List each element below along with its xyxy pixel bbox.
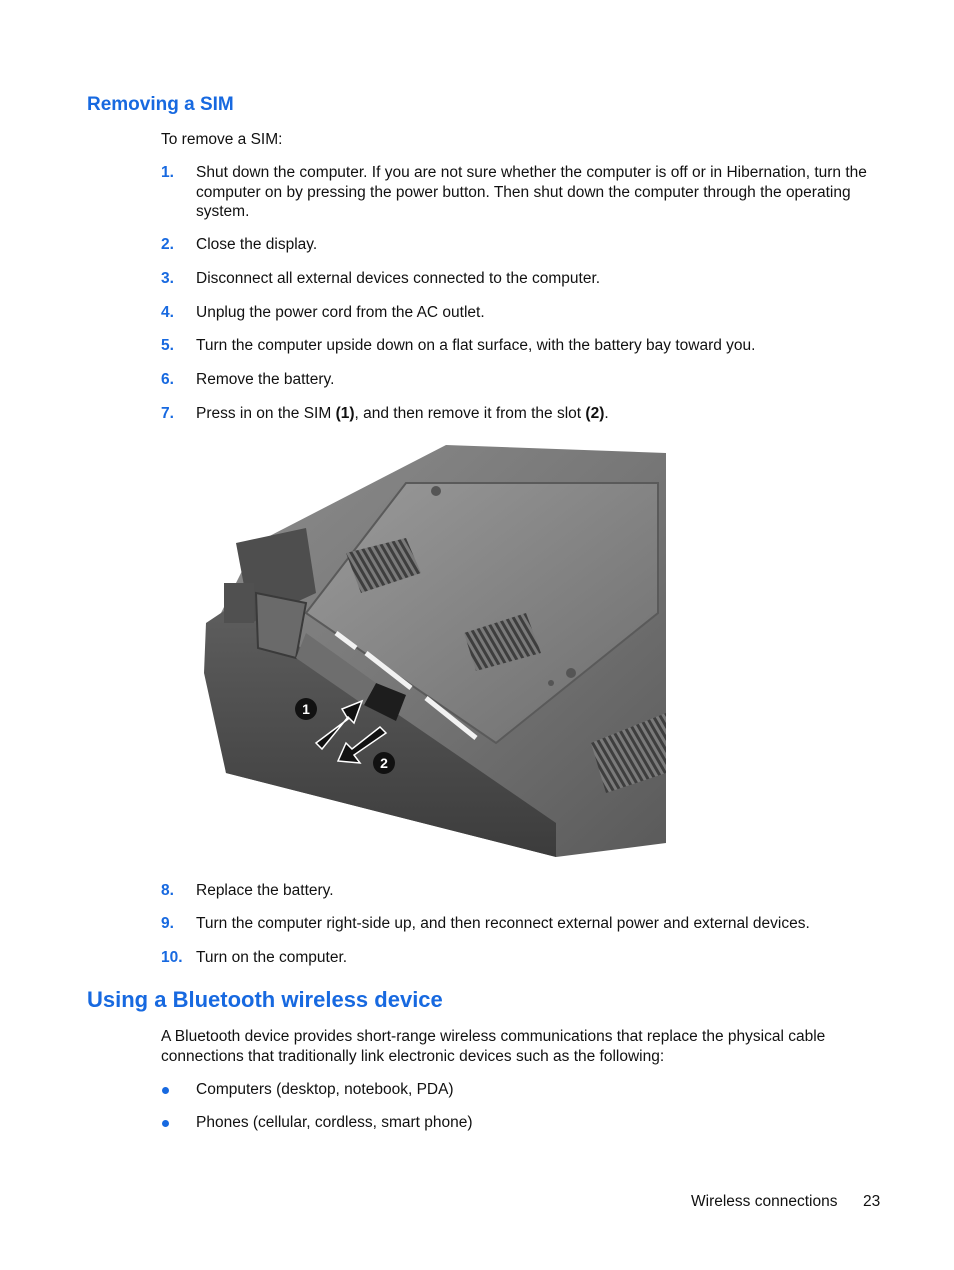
bullet-icon xyxy=(162,1120,169,1127)
step-number: 7. xyxy=(161,405,174,422)
step-number: 10. xyxy=(161,949,183,966)
section-heading-bluetooth: Using a Bluetooth wireless device xyxy=(87,987,443,1012)
callout-1-label: 1 xyxy=(302,701,310,717)
callout-2-label: 2 xyxy=(380,755,388,771)
step-text: Turn the computer right-side up, and then reconnect external power and external devices. xyxy=(196,915,810,932)
step-text: Unplug the power cord from the AC outlet. xyxy=(196,304,485,321)
bluetooth-intro-text: A Bluetooth device provides short-range wireless communications that replace the physical cable connections that traditionally link electronic devices such as the following: xyxy=(161,1028,826,1065)
step-text: Shut down the computer. If you are not sure whether the computer is off or in Hibernation, turn the computer on by pressing the power button. Then shut down the computer through the operating system. xyxy=(196,164,867,220)
footer-label: Wireless connections xyxy=(691,1193,838,1210)
page-number: 23 xyxy=(863,1193,881,1210)
intro-text: To remove a SIM: xyxy=(161,131,283,148)
step-text: Replace the battery. xyxy=(196,882,334,899)
step-text: Remove the battery. xyxy=(196,371,335,388)
step-number: 6. xyxy=(161,371,174,388)
section-heading-removing-sim: Removing a SIM xyxy=(87,94,234,115)
step-number: 5. xyxy=(161,337,174,354)
step-number: 8. xyxy=(161,882,174,899)
step-text: Turn the computer upside down on a flat surface, with the battery bay toward you. xyxy=(196,337,756,354)
step-text: Disconnect all external devices connected to the computer. xyxy=(196,270,601,287)
bullet-text: Phones (cellular, cordless, smart phone) xyxy=(196,1114,473,1131)
page-footer xyxy=(691,1193,881,1211)
step-number: 4. xyxy=(161,304,174,321)
step-number: 3. xyxy=(161,270,174,287)
step-text: Turn on the computer. xyxy=(196,949,348,966)
bullet-icon xyxy=(162,1087,169,1094)
step-text: Close the display. xyxy=(196,236,318,253)
step-number: 9. xyxy=(161,915,174,932)
step-number: 1. xyxy=(161,164,174,181)
sim-removal-illustration xyxy=(196,443,672,857)
bullet-text: Computers (desktop, notebook, PDA) xyxy=(196,1081,454,1098)
step-text: Press in on the SIM (1), and then remove it from the slot (2). xyxy=(196,405,609,422)
step-number: 2. xyxy=(161,236,174,253)
